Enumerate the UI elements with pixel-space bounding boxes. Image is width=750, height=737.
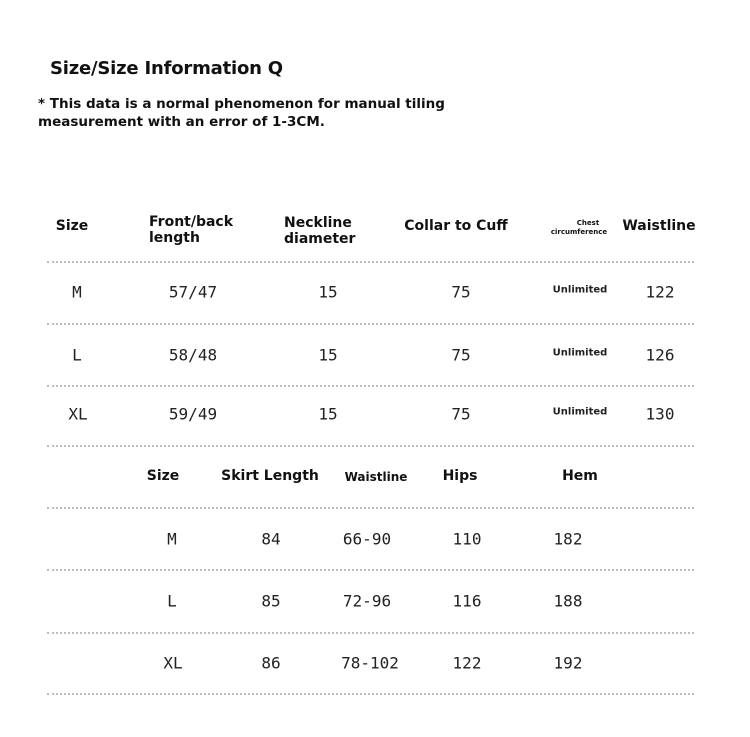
cell-neckline: 15 (318, 345, 338, 365)
header-hem: Hem (562, 468, 598, 484)
cell-size: L (72, 345, 82, 365)
cell-front-back: 59/49 (168, 404, 218, 424)
header-size: Size (146, 468, 180, 484)
cell-skirt-length: 85 (261, 591, 281, 611)
header-front-back-line2: length (149, 230, 200, 246)
cell-waistline: 122 (645, 282, 675, 302)
measurement-note: * This data is a normal phenomenon for manual tiling measurement with an error of 1-3CM. (38, 96, 445, 130)
header-chest-circumference (551, 219, 607, 237)
header-neckline-line1: Neckline (284, 215, 352, 231)
cell-size: XL (68, 404, 88, 424)
row-divider (47, 445, 694, 447)
cell-chest: Unlimited (552, 406, 608, 418)
header-waistline: Waistline (344, 470, 408, 484)
cell-skirt-length: 86 (261, 653, 281, 673)
header-skirt-length: Skirt Length (221, 468, 319, 484)
row-divider (47, 632, 694, 634)
cell-size: M (167, 529, 177, 549)
header-front-back-length (149, 214, 233, 246)
header-neckline-line2: diameter (284, 231, 356, 247)
header-front-back-line1: Front/back (149, 214, 234, 230)
cell-collar-cuff: 75 (451, 282, 471, 302)
cell-hips: 110 (452, 529, 482, 549)
header-chest-line1: Chest (576, 219, 600, 227)
cell-collar-cuff: 75 (451, 404, 471, 424)
cell-size: M (72, 282, 82, 302)
cell-neckline: 15 (318, 404, 338, 424)
cell-chest: Unlimited (552, 347, 608, 359)
cell-front-back: 58/48 (168, 345, 218, 365)
row-divider (47, 693, 694, 695)
cell-chest: Unlimited (552, 284, 608, 296)
cell-hem: 182 (553, 529, 583, 549)
cell-hem: 188 (553, 591, 583, 611)
row-divider (47, 323, 694, 325)
header-neckline-diameter (284, 215, 355, 247)
cell-waistline: 66-90 (342, 529, 392, 549)
cell-hips: 122 (452, 653, 482, 673)
row-divider (47, 507, 694, 509)
header-waistline: Waistline (622, 218, 696, 234)
row-divider (47, 385, 694, 387)
row-divider (47, 569, 694, 571)
cell-front-back: 57/47 (168, 282, 218, 302)
row-divider (47, 261, 694, 263)
page-title: Size/Size Information Q (50, 58, 283, 79)
cell-size: XL (163, 653, 183, 673)
cell-hem: 192 (553, 653, 583, 673)
cell-skirt-length: 84 (261, 529, 281, 549)
cell-neckline: 15 (318, 282, 338, 302)
header-size: Size (55, 218, 89, 234)
cell-waistline: 126 (645, 345, 675, 365)
cell-waistline: 72-96 (342, 591, 392, 611)
cell-hips: 116 (452, 591, 482, 611)
cell-collar-cuff: 75 (451, 345, 471, 365)
cell-waistline: 78-102 (341, 653, 399, 673)
cell-size: L (167, 591, 177, 611)
header-chest-line2: circumference (550, 228, 608, 236)
cell-waistline: 130 (645, 404, 675, 424)
header-hips: Hips (442, 468, 478, 484)
header-collar-to-cuff: Collar to Cuff (404, 218, 508, 234)
